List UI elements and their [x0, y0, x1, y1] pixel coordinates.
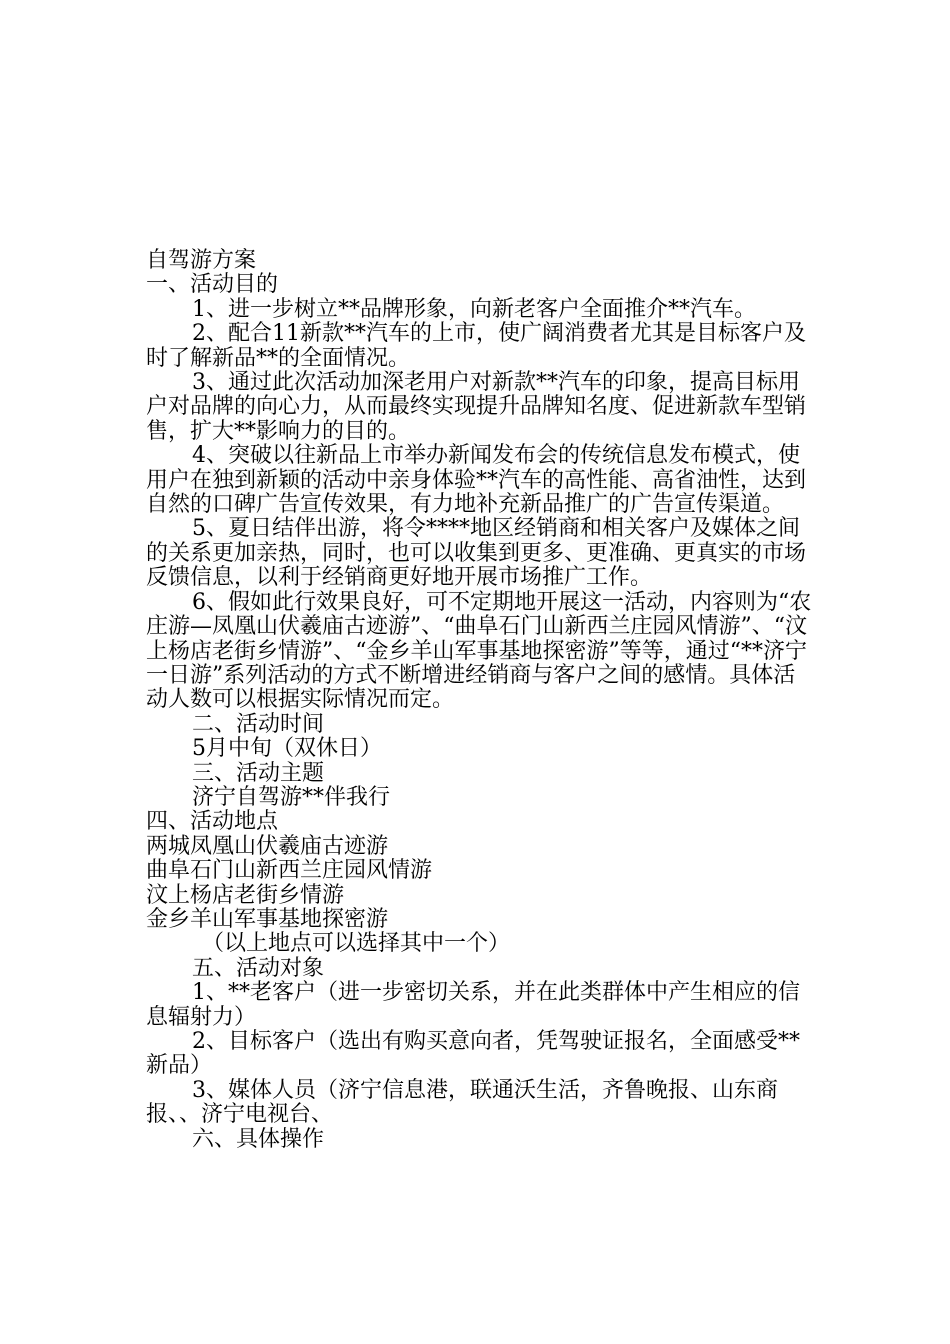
document-title: 自驾游方案: [146, 248, 257, 273]
purpose-item-3: 3、通过此次活动加深老用户对新款**汽车的印象，提高目标用户对品牌的向心力，从而最终实现提升品牌知名度、促进新款车型销售，扩大**影响力的目的。: [146, 370, 807, 444]
audience-item-2: 2、目标客户（选出有购买意向者，凭驾驶证报名，全面感受**新品）: [146, 1029, 800, 1079]
section-heading-time: 二、活动时间: [192, 711, 325, 737]
activity-time: 5月中旬（双休日）: [192, 736, 382, 762]
purpose-item-5: 5、夏日结伴出游，将令****地区经销商和相关客户及媒体之间的关系更加亲热，同时，也可以收集到更多、更准确、更真实的市场反馈信息，以利于经销商更好地开展市场推广工作。: [146, 516, 807, 591]
activity-theme: 济宁自驾游**伴我行: [192, 784, 391, 810]
document-page: [146, 249, 812, 1152]
audience-item-3: 3、媒体人员（济宁信息港，联通沃生活，齐鲁晚报、山东商报、、济宁电视台、: [146, 1077, 778, 1128]
purpose-item-6: 6、假如此行效果良好，可不定期地开展这一活动，内容则为“农庄游—凤凰山伏羲庙古迹游”、“曲阜石门山新西兰庄园风情游”、“汶上杨店老街乡情游”、“金乡羊山军事基地探密游”等等，通过“**济宁一日游”系列活动的方式不断增进经销商与客户之间的感情。具体活动人数可以根据实际情况而定。: [146, 589, 812, 713]
section-heading-location: 四、活动地点: [146, 809, 279, 835]
audience-item-1: 1、**老客户（进一步密切关系，并在此类群体中产生相应的信息辐射力）: [146, 980, 800, 1030]
section-heading-audience: 五、活动对象: [192, 955, 325, 981]
purpose-item-1: 1、进一步树立**品牌形象，向新老客户全面推介**汽车。: [192, 296, 756, 322]
location-item: 汶上杨店老街乡情游: [146, 882, 345, 908]
location-note: （以上地点可以选择其中一个）: [202, 931, 511, 957]
location-item: 金乡羊山军事基地探密游: [146, 906, 389, 932]
section-heading-theme: 三、活动主题: [192, 760, 325, 786]
purpose-item-2: 2、配合11新款**汽车的上市，使广阔消费者尤其是目标客户及时了解新品**的全面情况。: [146, 321, 806, 371]
purpose-item-4: 4、突破以往新品上市举办新闻发布会的传统信息发布模式，使用户在独到新颖的活动中亲身体验**汽车的高性能、高省油性，达到自然的口碑广告宣传效果，有力地补充新品推广的广告宣传渠道。: [146, 443, 807, 518]
section-heading-operation: 六、具体操作: [192, 1126, 325, 1152]
location-item: 两城凤凰山伏羲庙古迹游: [146, 833, 389, 859]
section-heading-purpose: 一、活动目的: [146, 272, 279, 298]
location-item: 曲阜石门山新西兰庄园风情游: [146, 858, 433, 884]
